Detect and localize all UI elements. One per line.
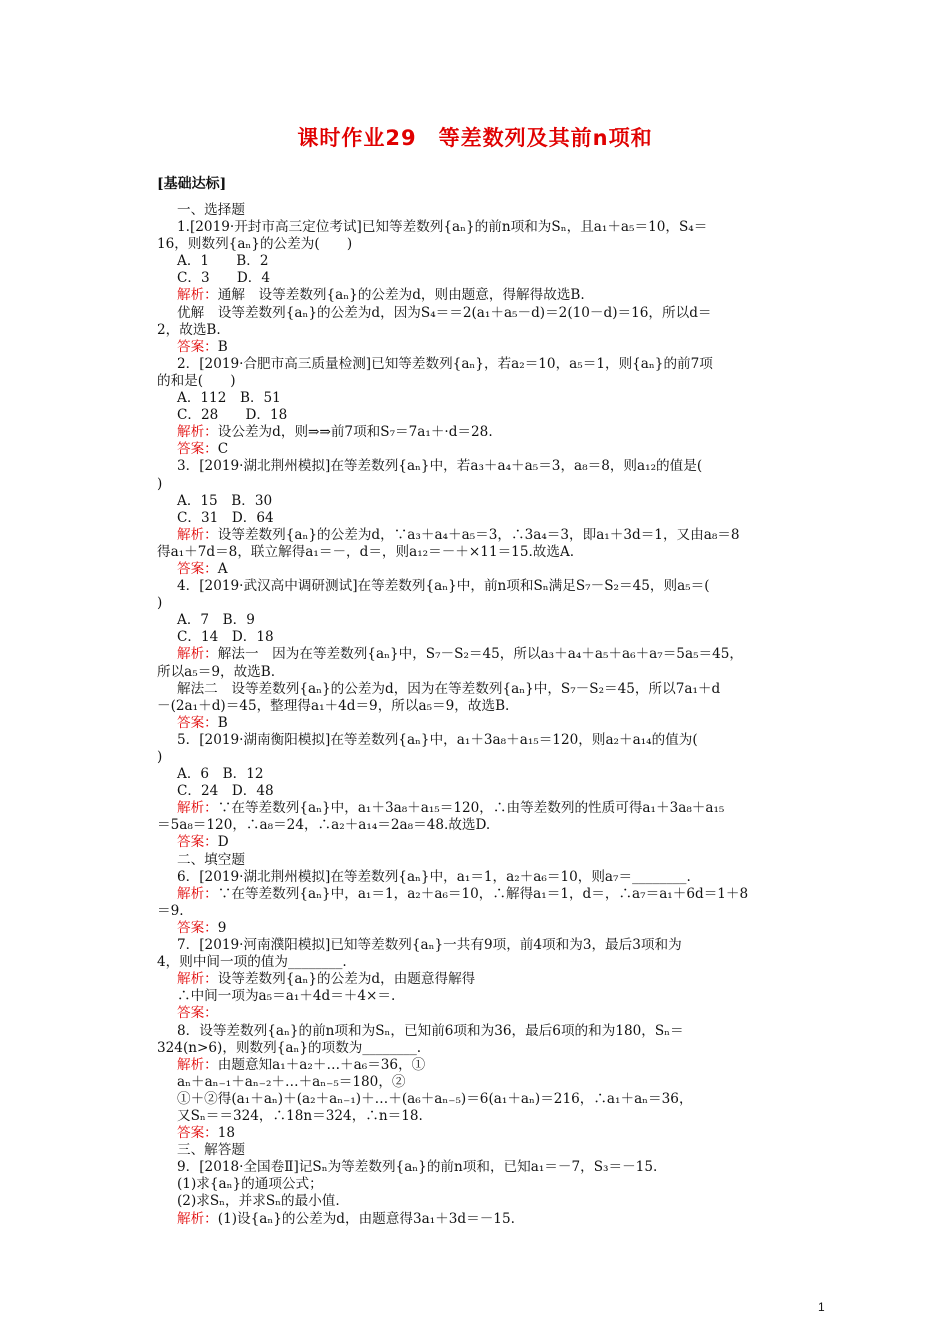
line-text: 由题意知a₁＋a₂＋…＋a₆＝36，① bbox=[217, 1056, 426, 1073]
text-line bbox=[157, 544, 807, 561]
line-text: 解法一 因为在等差数列{aₙ}中，S₇－S₂＝45，所以a₃＋a₄＋a₅＋a₆＋a₇＝5a₅＝45， bbox=[217, 646, 743, 663]
text-line bbox=[157, 834, 807, 851]
text-line bbox=[157, 390, 807, 407]
line-text: A．15 B．30 bbox=[177, 492, 273, 509]
line-text: 1.[2019·开封市高三定位考试]已知等差数列{aₙ}的前n项和为Sₙ，且a₁＋a₅＝10，S₄＝ bbox=[177, 219, 708, 236]
analysis-label: 解析： bbox=[177, 526, 218, 543]
text-line bbox=[157, 988, 807, 1005]
text-line bbox=[157, 783, 807, 800]
text-line bbox=[157, 817, 807, 834]
line-text: A．7 B．9 bbox=[177, 612, 255, 629]
text-line bbox=[157, 476, 807, 493]
line-text: 3．[2019·湖北荆州模拟]在等差数列{aₙ}中，若a₃＋a₄＋a₅＝3，a₈＝8，则a₁₂的值是( bbox=[177, 458, 703, 475]
line-text: 8．设等差数列{aₙ}的前n项和为Sₙ，已知前6项和为36，最后6项的和为180，Sₙ＝ bbox=[177, 1022, 684, 1039]
text-line bbox=[157, 954, 807, 971]
text-line bbox=[157, 629, 807, 646]
line-text: ①＋②得(a₁＋aₙ)＋(a₂＋aₙ₋₁)＋…＋(a₆＋aₙ₋₅)＝6(a₁＋aₙ)＝216，∴a₁＋aₙ＝36， bbox=[177, 1090, 693, 1107]
line-text: 设公差为d，则⇒⇒前7项和S₇＝7a₁＋·d＝28. bbox=[217, 424, 493, 441]
answer-label: 答案： bbox=[177, 1005, 218, 1022]
line-text: (1)求{aₙ}的通项公式； bbox=[177, 1176, 323, 1193]
analysis-label: 解析： bbox=[177, 424, 218, 441]
line-text: ＝5a₈＝120，∴a₈＝24，∴a₂＋a₁₄＝2a₈＝48.故选D. bbox=[157, 817, 491, 834]
text-line bbox=[157, 920, 807, 937]
answer-label: 答案： bbox=[177, 714, 218, 731]
text-line bbox=[157, 373, 807, 390]
line-text: 二、填空题 bbox=[177, 851, 245, 868]
page-title: 课时作业29 等差数列及其前n项和 bbox=[297, 126, 653, 150]
line-text: 又Sₙ＝＝324，∴18n＝324，∴n＝18. bbox=[177, 1107, 423, 1124]
line-text: 2，故选B. bbox=[157, 321, 221, 338]
line-text: 的和是( ) bbox=[157, 372, 236, 389]
text-line bbox=[157, 1040, 807, 1057]
text-line bbox=[157, 1125, 807, 1142]
analysis-label: 解析： bbox=[177, 1056, 218, 1073]
line-text: C．24 D．48 bbox=[177, 783, 274, 800]
text-line bbox=[157, 356, 807, 373]
line-text: (1)设{aₙ}的公差为d，由题意得3a₁＋3d＝－15. bbox=[217, 1210, 515, 1227]
text-line bbox=[157, 236, 807, 253]
line-text: 解法二 设等差数列{aₙ}的公差为d，因为在等差数列{aₙ}中，S₇－S₂＝45，所以7a₁＋d bbox=[177, 680, 721, 697]
line-text: 优解 设等差数列{aₙ}的公差为d，因为S₄＝＝2(a₁＋a₅－d)＝2(10－d)＝16，所以d＝ bbox=[177, 304, 712, 321]
text-line bbox=[157, 681, 807, 698]
line-text: 18 bbox=[217, 1125, 236, 1142]
line-text: ) bbox=[157, 475, 163, 492]
answer-label: 答案： bbox=[177, 919, 218, 936]
line-text: C．3 D．4 bbox=[177, 270, 270, 287]
text-line bbox=[157, 561, 807, 578]
line-text: ) bbox=[157, 749, 163, 765]
text-line bbox=[157, 664, 807, 681]
text-line bbox=[157, 1057, 807, 1074]
line-text: C．31 D．64 bbox=[177, 509, 274, 526]
text-line bbox=[157, 766, 807, 783]
answer-label: 答案： bbox=[177, 560, 218, 577]
line-text: 设等差数列{aₙ}的公差为d，∵a₃＋a₄＋a₅＝3，∴3a₄＝3，即a₁＋3d＝1，又由a₈＝8 bbox=[217, 526, 740, 543]
text-line bbox=[157, 407, 807, 424]
line-text: 2．[2019·合肥市高三质量检测]已知等差数列{aₙ}，若a₂＝10，a₅＝1，则{aₙ}的前7项 bbox=[177, 355, 713, 372]
page-number: 1 bbox=[818, 1300, 825, 1314]
text-line bbox=[157, 1211, 807, 1228]
line-text: A bbox=[217, 560, 228, 577]
text-line bbox=[157, 270, 807, 287]
text-line bbox=[157, 903, 807, 920]
line-text: 6．[2019·湖北荆州模拟]在等差数列{aₙ}中，a₁＝1，a₂＋a₆＝10，则a₇＝________. bbox=[177, 868, 691, 885]
line-text: ∴中间一项为a₅＝a₁＋4d＝＋4×＝. bbox=[177, 988, 396, 1005]
text-line bbox=[157, 458, 807, 475]
text-line bbox=[157, 1074, 807, 1091]
text-line bbox=[157, 441, 807, 458]
text-line bbox=[157, 698, 807, 715]
text-line bbox=[157, 1193, 807, 1210]
text-line bbox=[157, 646, 807, 663]
analysis-label: 解析： bbox=[177, 287, 218, 304]
line-text: 所以a₅＝9，故选B. bbox=[157, 663, 276, 680]
line-text: (2)求Sₙ，并求Sₙ的最小值. bbox=[177, 1193, 340, 1210]
line-text: 一、选择题 bbox=[177, 202, 245, 218]
line-text: 设等差数列{aₙ}的公差为d，由题意得解得 bbox=[217, 971, 476, 988]
text-line bbox=[157, 732, 807, 749]
line-text: 7．[2019·河南濮阳模拟]已知等差数列{aₙ}一共有9项，前4项和为3，最后3项和为 bbox=[177, 937, 682, 954]
text-line bbox=[157, 1159, 807, 1176]
line-text: 5．[2019·湖南衡阳模拟]在等差数列{aₙ}中，a₁＋3a₈＋a₁₅＝120，则a₂＋a₁₄的值为( bbox=[177, 731, 698, 748]
analysis-label: 解析： bbox=[177, 800, 218, 817]
text-line bbox=[157, 527, 807, 544]
text-line bbox=[157, 869, 807, 886]
text-line bbox=[157, 219, 807, 236]
line-text: 通解 设等差数列{aₙ}的公差为d，则由题意，得解得故选B. bbox=[217, 287, 585, 304]
text-line bbox=[157, 253, 807, 270]
text-line bbox=[157, 287, 807, 304]
text-line bbox=[157, 578, 807, 595]
text-line bbox=[157, 852, 807, 869]
text-line bbox=[157, 493, 807, 510]
line-text: C．14 D．18 bbox=[177, 629, 274, 646]
line-text: D bbox=[217, 834, 229, 851]
line-text: ) bbox=[157, 595, 163, 612]
text-line bbox=[157, 510, 807, 527]
text-line bbox=[157, 1005, 807, 1022]
text-line bbox=[157, 1176, 807, 1193]
line-text: A．6 B．12 bbox=[177, 766, 264, 783]
answer-label: 答案： bbox=[177, 834, 218, 851]
analysis-label: 解析： bbox=[177, 646, 218, 663]
line-text: 9 bbox=[217, 919, 227, 936]
analysis-label: 解析： bbox=[177, 885, 218, 902]
line-text: 9．[2018·全国卷Ⅱ]记Sₙ为等差数列{aₙ}的前n项和，已知a₁＝－7，S₃＝－15. bbox=[177, 1159, 658, 1176]
line-text: 三、解答题 bbox=[177, 1142, 245, 1159]
answer-label: 答案： bbox=[177, 338, 218, 355]
text-line bbox=[157, 1142, 807, 1159]
text-line bbox=[157, 339, 807, 356]
text-line bbox=[157, 1023, 807, 1040]
line-text: ∵在等差数列{aₙ}中，a₁＝1，a₂＋a₆＝10，∴解得a₁＝1，d＝，∴a₇＝a₁＋6d＝1＋8 bbox=[217, 885, 749, 902]
text-line bbox=[157, 305, 807, 322]
line-text: 324(n>6)，则数列{aₙ}的项数为________. bbox=[157, 1039, 422, 1056]
line-text: 4，则中间一项的值为________. bbox=[157, 954, 347, 971]
line-text: 4．[2019·武汉高中调研测试]在等差数列{aₙ}中，前n项和Sₙ满足S₇－S₂＝45，则a₅＝( bbox=[177, 578, 710, 595]
text-line bbox=[157, 1091, 807, 1108]
line-text: 得a₁＋7d＝8，联立解得a₁＝－，d＝，则a₁₂＝－＋×11＝15.故选A. bbox=[157, 543, 575, 560]
text-line bbox=[157, 612, 807, 629]
line-text: －(2a₁＋d)＝45，整理得a₁＋4d＝9，所以a₅＝9，故选B. bbox=[157, 697, 510, 714]
line-text: A．1 B．2 bbox=[177, 253, 269, 270]
line-text: ＝9. bbox=[157, 902, 184, 919]
line-text: A．112 B．51 bbox=[177, 390, 281, 407]
text-line bbox=[157, 971, 807, 988]
text-line bbox=[157, 322, 807, 339]
line-text: C bbox=[217, 441, 229, 458]
text-line bbox=[157, 749, 807, 766]
line-text: aₙ＋aₙ₋₁＋aₙ₋₂＋…＋aₙ₋₅＝180，② bbox=[177, 1073, 406, 1090]
answer-label: 答案： bbox=[177, 441, 218, 458]
line-text: C．28 D．18 bbox=[177, 407, 288, 424]
text-line bbox=[157, 886, 807, 903]
section-heading: [基础达标] bbox=[157, 176, 227, 192]
line-text: ∵在等差数列{aₙ}中，a₁＋3a₈＋a₁₅＝120，∴由等差数列的性质可得a₁＋3a₈＋a₁₅ bbox=[217, 800, 725, 817]
line-text: B bbox=[217, 714, 228, 731]
line-text: 16，则数列{aₙ}的公差为( ) bbox=[157, 236, 353, 253]
answer-label: 答案： bbox=[177, 1125, 218, 1142]
text-line bbox=[157, 800, 807, 817]
text-line bbox=[157, 1108, 807, 1125]
text-line bbox=[157, 202, 807, 219]
line-text: B bbox=[217, 338, 228, 355]
document-body bbox=[157, 202, 807, 1228]
text-line bbox=[157, 715, 807, 732]
text-line bbox=[157, 595, 807, 612]
analysis-label: 解析： bbox=[177, 1210, 218, 1227]
analysis-label: 解析： bbox=[177, 971, 218, 988]
text-line bbox=[157, 424, 807, 441]
text-line bbox=[157, 937, 807, 954]
